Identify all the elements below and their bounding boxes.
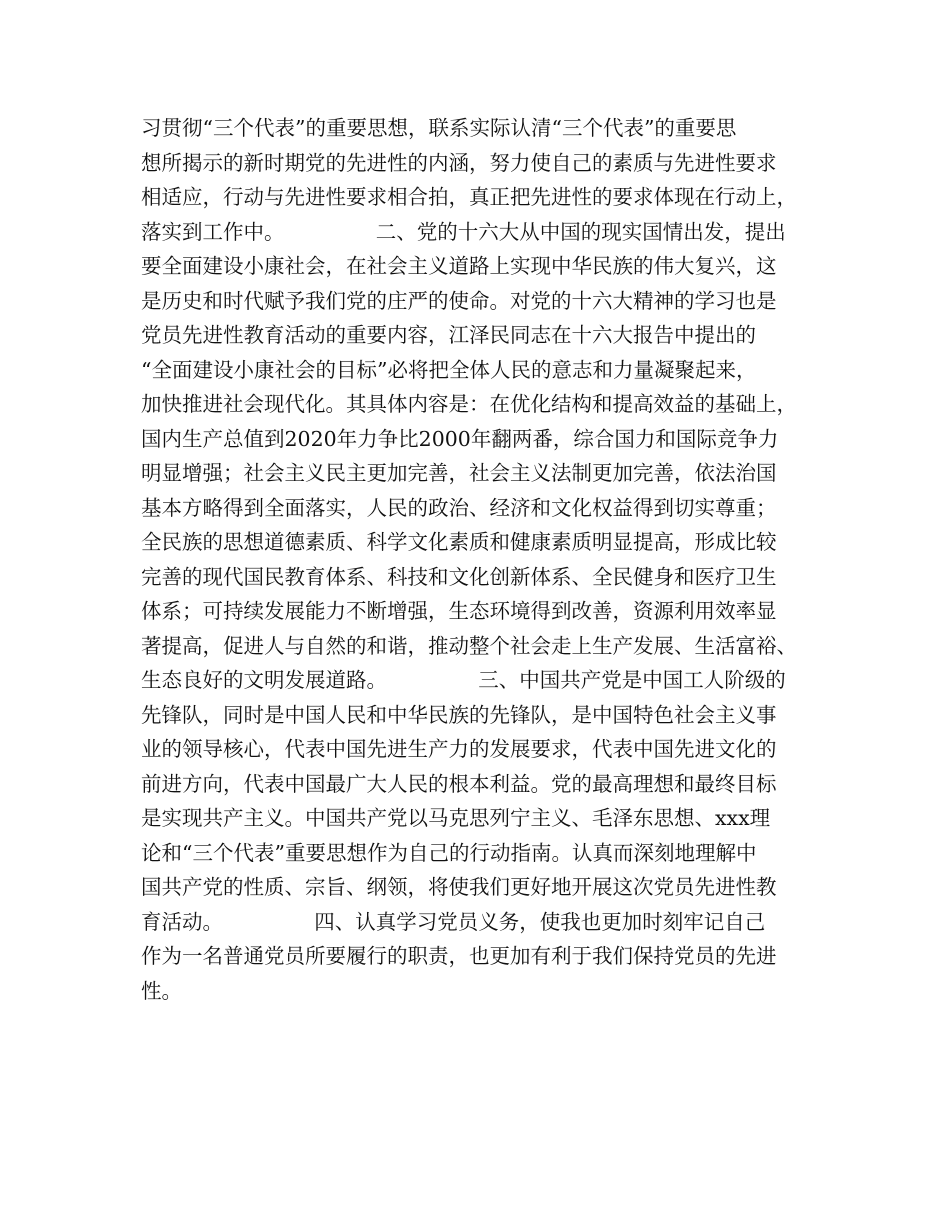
text-line: 是实现共产主义。中国共产党以马克思列宁主义、毛泽东思想、xxx理 xyxy=(141,806,771,830)
text-line: 加快推进社会现代化。其具体内容是：在优化结构和提高效益的基础上， xyxy=(141,392,797,416)
text-line: 落实到工作中。 二、党的十六大从中国的现实国情出发，提出 xyxy=(141,219,786,244)
text-line: 著提高，促进人与自然的和谐，推动整个社会走上生产发展、生活富裕、 xyxy=(141,633,797,658)
text-line: 论和“三个代表”重要思想作为自己的行动指南。认真而深刻地理解中 xyxy=(141,840,757,865)
text-line: 国内生产总值到2020年力争比2000年翻两番，综合国力和国际竞争力 xyxy=(141,426,779,451)
text-line: 基本方略得到全面落实，人民的政治、经济和文化权益得到切实尊重； xyxy=(141,495,777,520)
text-line: “全面建设小康社会的目标”必将把全体人民的意志和力量凝聚起来， xyxy=(141,357,757,382)
text-line: 先锋队，同时是中国人民和中华民族的先锋队，是中国特色社会主义事 xyxy=(141,702,777,727)
text-line: 业的领导核心，代表中国先进生产力的发展要求，代表中国先进文化的 xyxy=(141,737,777,761)
text-line: 体系；可持续发展能力不断增强，生态环境得到改善，资源利用效率显 xyxy=(141,599,777,623)
text-line: 党员先进性教育活动的重要内容，江泽民同志在十六大报告中提出的 xyxy=(141,323,756,347)
text-line: 相适应，行动与先进性要求相合拍，真正把先进性的要求体现在行动上， xyxy=(141,185,797,209)
text-line: 性。 xyxy=(141,978,182,1003)
document-body xyxy=(141,111,841,1008)
text-line: 生态良好的文明发展道路。 三、中国共产党是中国工人阶级的 xyxy=(141,668,786,692)
text-line: 是历史和时代赋予我们党的庄严的使命。对党的十六大精神的学习也是 xyxy=(141,288,777,313)
text-line: 习贯彻“三个代表”的重要思想，联系实际认清“三个代表”的重要思 xyxy=(141,116,737,140)
text-line: 想所揭示的新时期党的先进性的内涵，努力使自己的素质与先进性要求 xyxy=(141,150,777,175)
text-line: 明显增强；社会主义民主更加完善，社会主义法制更加完善，依法治国 xyxy=(141,461,777,485)
text-line: 育活动。 四、认真学习党员义务，使我也更加时刻牢记自己 xyxy=(141,909,766,934)
text-line: 完善的现代国民教育体系、科技和文化创新体系、全民健身和医疗卫生 xyxy=(141,564,777,589)
text-line: 全民族的思想道德素质、科学文化素质和健康素质明显提高，形成比较 xyxy=(141,530,777,554)
text-line: 要全面建设小康社会，在社会主义道路上实现中华民族的伟大复兴，这 xyxy=(141,254,777,278)
text-line: 作为一名普通党员所要履行的职责，也更加有利于我们保持党员的先进 xyxy=(141,944,777,968)
text-line: 前进方向，代表中国最广大人民的根本利益。党的最高理想和最终目标 xyxy=(141,771,777,796)
text-line: 国共产党的性质、宗旨、纲领，将使我们更好地开展这次党员先进性教 xyxy=(141,875,777,899)
